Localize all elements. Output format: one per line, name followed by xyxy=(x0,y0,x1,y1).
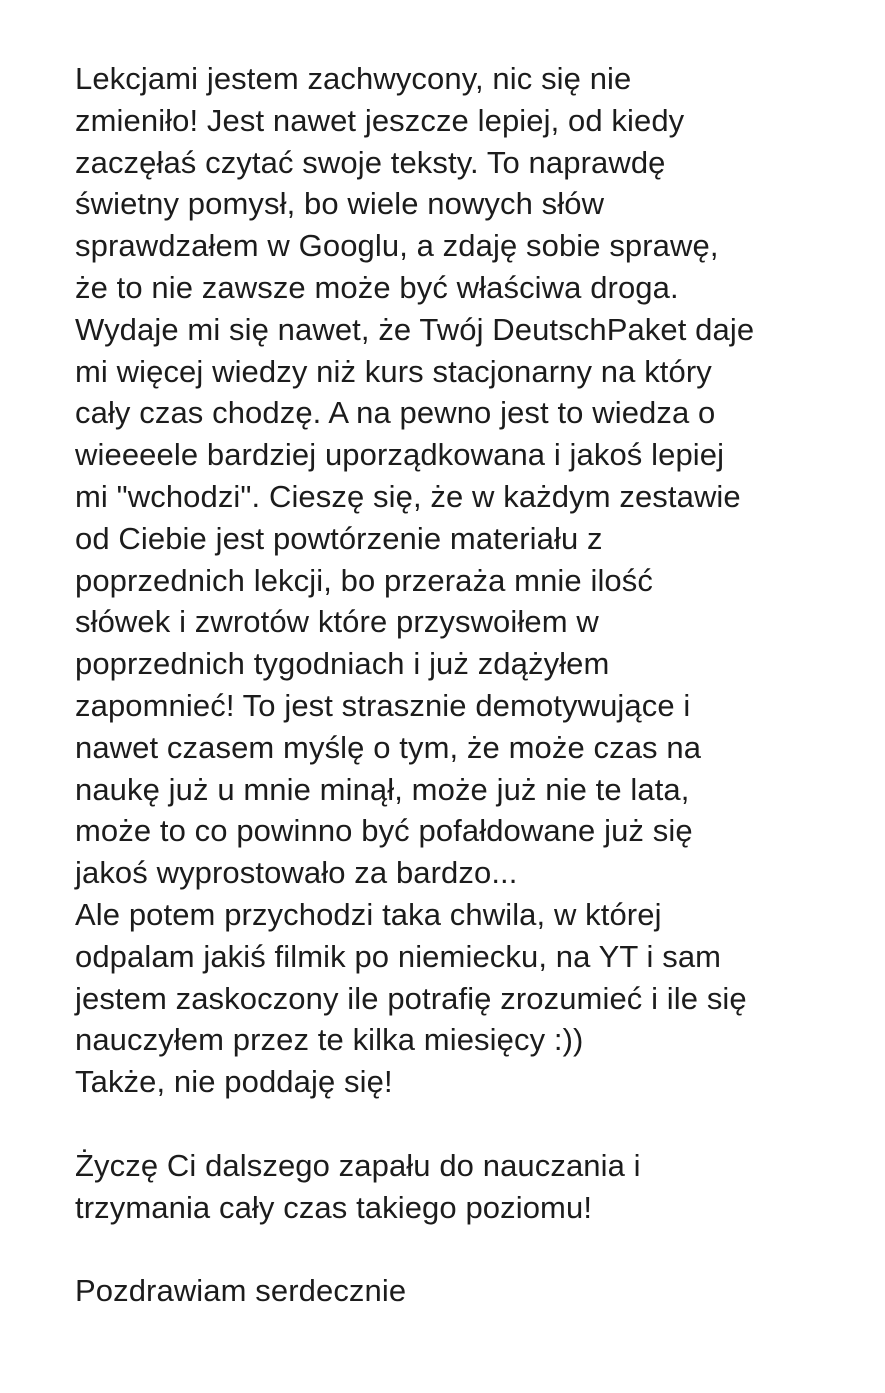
message-line: naukę już u mnie minął, może już nie te lata, xyxy=(75,771,690,807)
message-line: poprzednich lekcji, bo przeraża mnie ilość xyxy=(75,562,653,598)
message-line: poprzednich tygodniach i już zdążyłem xyxy=(75,646,610,682)
message-line: wieeeele bardziej uporządkowana i jakoś lepiej xyxy=(75,437,725,473)
paragraph-break xyxy=(75,1103,865,1145)
message-line: może to co powinno być pofałdowane już się xyxy=(75,813,693,849)
message-line: odpalam jakiś filmik po niemiecku, na YT i sam xyxy=(75,938,722,974)
message-line: jakoś wyprostowało za bardzo... xyxy=(75,855,518,891)
message-line: od Ciebie jest powtórzenie materiału z xyxy=(75,520,603,556)
message-line: Lekcjami jestem zachwycony, nic się nie xyxy=(75,61,632,96)
message-line: Życzę Ci dalszego zapału do nauczania i xyxy=(75,1147,641,1183)
message-line: Ale potem przychodzi taka chwila, w której xyxy=(75,896,662,932)
message-line: słówek i zwrotów które przyswoiłem w xyxy=(75,604,599,640)
message-line: świetny pomysł, bo wiele nowych słów xyxy=(75,186,605,222)
message-line: trzymania cały czas takiego poziomu! xyxy=(75,1189,593,1225)
message-line: Także, nie poddaję się! xyxy=(75,1064,393,1100)
paragraph-break xyxy=(75,1228,865,1270)
message-line: cały czas chodzę. A na pewno jest to wiedza o xyxy=(75,395,716,431)
message-line: zaczęłaś czytać swoje teksty. To naprawdę xyxy=(75,144,666,180)
message-line: jestem zaskoczony ile potrafię zrozumieć i ile się xyxy=(75,980,747,1016)
message-line: sprawdzałem w Googlu, a zdaję sobie sprawę, xyxy=(75,228,719,264)
message-line: że to nie zawsze może być właściwa droga. xyxy=(75,269,679,305)
message-body xyxy=(75,58,865,1312)
message-line: mi więcej wiedzy niż kurs stacjonarny na który xyxy=(75,353,712,389)
message-line: nauczyłem przez te kilka miesięcy :)) xyxy=(75,1022,584,1058)
message-line: zapomnieć! To jest strasznie demotywujące i xyxy=(75,687,691,723)
message-line: zmieniło! Jest nawet jeszcze lepiej, od kiedy xyxy=(75,102,685,138)
message-line: nawet czasem myślę o tym, że może czas na xyxy=(75,729,702,765)
message-line: mi "wchodzi". Cieszę się, że w każdym zestawie xyxy=(75,478,741,514)
signoff-line: Pozdrawiam serdecznie xyxy=(75,1273,407,1309)
message-line: Wydaje mi się nawet, że Twój DeutschPaket daje xyxy=(75,311,755,347)
